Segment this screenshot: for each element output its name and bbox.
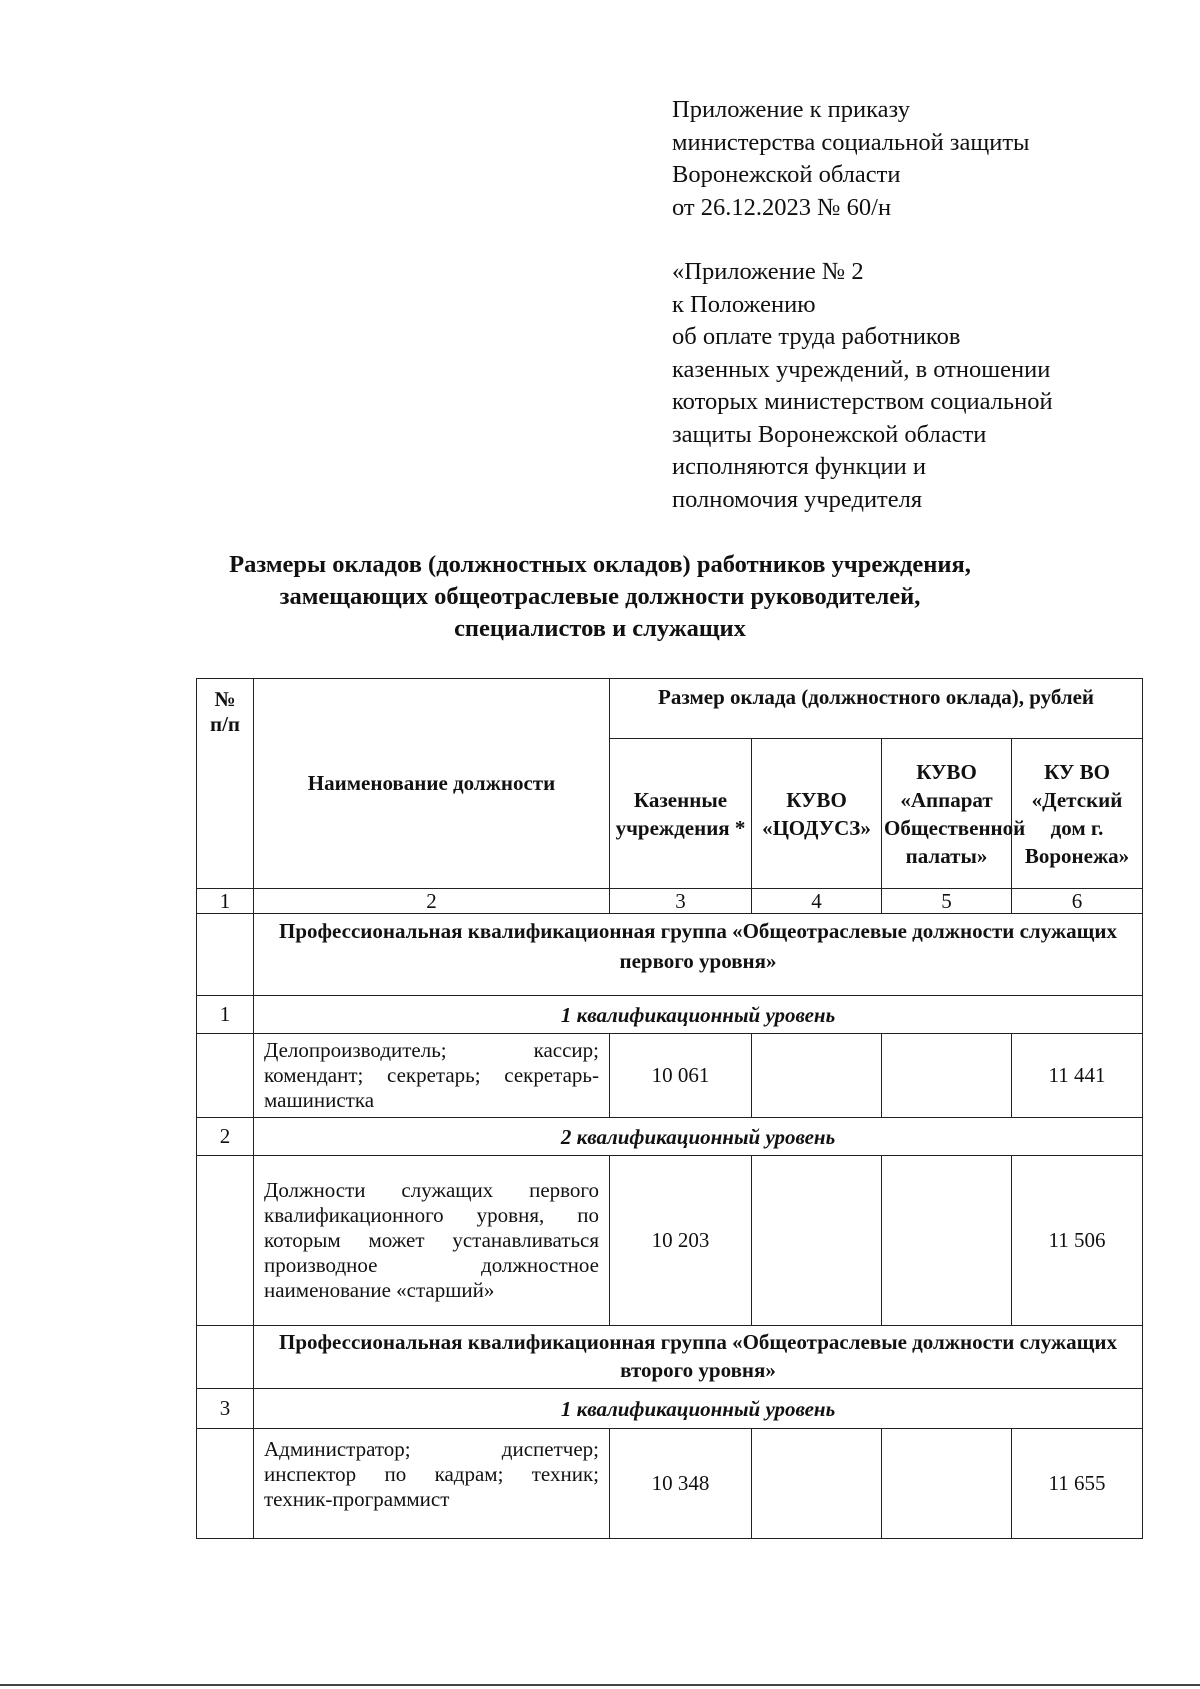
salary-value — [752, 1429, 882, 1539]
row-num-cell — [197, 1429, 254, 1539]
column-number: 1 — [197, 889, 254, 914]
salary-table — [196, 678, 1143, 1539]
level-row — [197, 1389, 1143, 1429]
header-num: № п/п — [197, 679, 254, 889]
salary-value — [752, 1156, 882, 1326]
group-row — [197, 1326, 1143, 1389]
page-bottom-rule — [0, 1684, 1200, 1686]
salary-value — [882, 1156, 1012, 1326]
position-name: Администратор; диспетчер; инспектор по кадрам; техник; техник-программист — [254, 1429, 610, 1539]
header-line: министерства социальной защиты — [672, 128, 1030, 156]
column-number: 4 — [752, 889, 882, 914]
salary-value — [752, 1034, 882, 1118]
header-line: полномочия учредителя — [672, 485, 923, 513]
qualification-level: 1 квалификационный уровень — [254, 996, 1143, 1034]
header-line: к Положению — [672, 290, 816, 318]
header-col-kuvo-public-chamber: КУВО «Аппарат Общественной палаты» — [882, 739, 1012, 889]
group-num-cell — [197, 1326, 254, 1389]
document-title — [150, 549, 1050, 645]
column-number: 5 — [882, 889, 1012, 914]
position-name: Должности служащих первого квалификационного уровня, по которым может устанавливаться производное должностное наименование «старший» — [254, 1156, 610, 1326]
header-position-name: Наименование должности — [254, 679, 610, 889]
salary-value: 10 203 — [610, 1156, 752, 1326]
level-row — [197, 1118, 1143, 1156]
title-line: специалистов и служащих — [454, 615, 746, 642]
table-row — [197, 1429, 1143, 1539]
qualification-level: 2 квалификационный уровень — [254, 1118, 1143, 1156]
header-line: исполняются функции и — [672, 453, 926, 480]
row-number: 1 — [197, 996, 254, 1034]
header-line: от 26.12.2023 № 60/н — [672, 193, 892, 221]
row-num-cell — [197, 1156, 254, 1326]
salary-value — [882, 1034, 1012, 1118]
header-line: об оплате труда работников — [672, 323, 961, 350]
header-line: которых министерством социальной — [672, 388, 1053, 415]
header-col-orphanage: КУ ВО «Детский дом г. Воронежа» — [1012, 739, 1143, 889]
qualification-level: 1 квалификационный уровень — [254, 1389, 1143, 1429]
qualification-group-2: Профессиональная квалификационная группа «Общеотраслевые должности служащих второго уровня» — [254, 1326, 1143, 1389]
table-row — [197, 1156, 1143, 1326]
qualification-group-1: Профессиональная квалификационная группа «Общеотраслевые должности служащих первого уровня» — [254, 914, 1143, 996]
header-line: защиты Воронежской области — [672, 420, 987, 448]
table-header-row — [197, 679, 1143, 739]
title-line: замещающих общеотраслевые должности руководителей, — [279, 583, 921, 610]
column-number: 2 — [254, 889, 610, 914]
salary-value: 10 348 — [610, 1429, 752, 1539]
header-col-kuvo-codusz: КУВО «ЦОДУСЗ» — [752, 739, 882, 889]
salary-value: 11 441 — [1012, 1034, 1143, 1118]
row-num-cell — [197, 1034, 254, 1118]
header-line: Воронежской области — [672, 161, 901, 188]
salary-value: 11 506 — [1012, 1156, 1143, 1326]
header-salary-amount: Размер оклада (должностного оклада), рублей — [610, 679, 1143, 739]
group-num-cell — [197, 914, 254, 996]
column-number: 3 — [610, 889, 752, 914]
header-line: казенных учреждений, в отношении — [672, 355, 1051, 383]
header-gap — [672, 224, 1132, 256]
header-line: Приложение к приказу — [672, 96, 910, 123]
position-name: Делопроизводитель; кассир; комендант; секретарь; секретарь- машинистка — [254, 1034, 610, 1118]
appendix-header — [672, 94, 1132, 516]
header-line: «Приложение № 2 — [672, 258, 864, 285]
group-row — [197, 914, 1143, 996]
salary-value: 11 655 — [1012, 1429, 1143, 1539]
column-number: 6 — [1012, 889, 1143, 914]
salary-value — [882, 1429, 1012, 1539]
table-row — [197, 1034, 1143, 1118]
salary-value: 10 061 — [610, 1034, 752, 1118]
level-row — [197, 996, 1143, 1034]
row-number: 3 — [197, 1389, 254, 1429]
row-number: 2 — [197, 1118, 254, 1156]
header-col-state-institutions: Казенные учреждения * — [610, 739, 752, 889]
title-line: Размеры окладов (должностных окладов) работников учреждения, — [229, 551, 971, 578]
column-numbers-row — [197, 889, 1143, 914]
